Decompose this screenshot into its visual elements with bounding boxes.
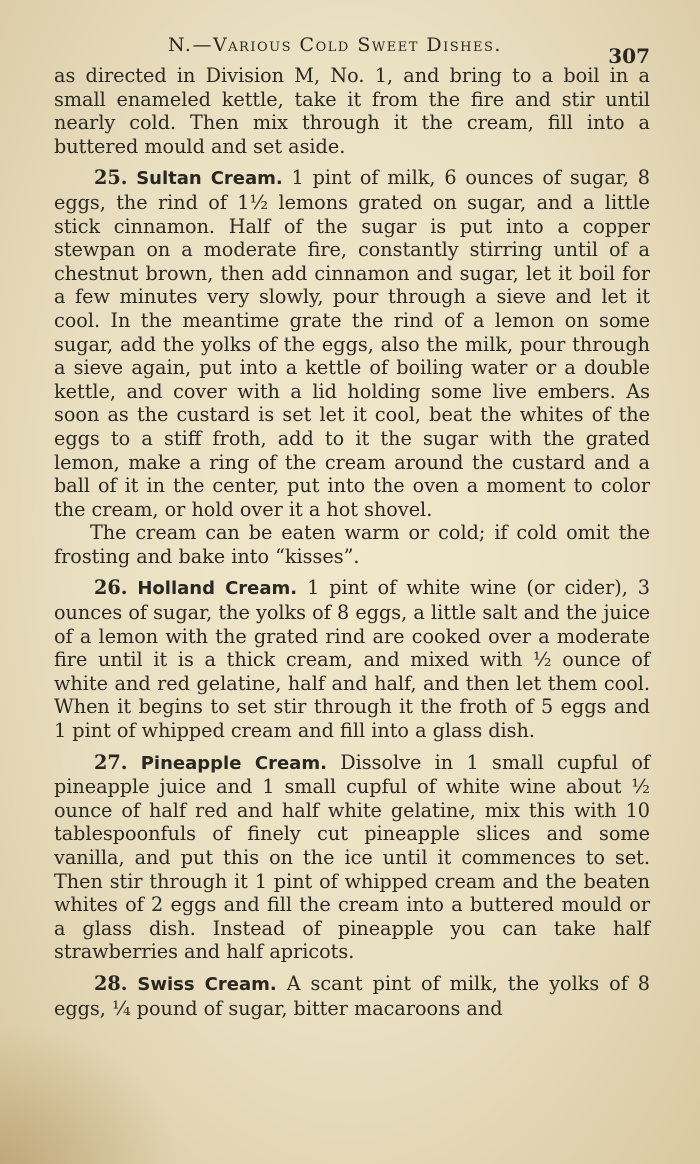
body-text (54, 64, 650, 1020)
recipe-text: Dissolve in 1 small cupful of pineapple juice and 1 small cupful of white wine about ½ ounce of half red and half white gelatine, mix this with 10 tablespoonfuls of finely cut pineapple slices and some vanilla, and put this on the ice until it commences to set. Then stir through it 1 pint of whipped cream and the beaten whites of 2 eggs and fill the cream into a buttered mould or a glass dish. Instead of pineapple you can take half strawberries and half apricots. (54, 750, 651, 964)
recipe-title: Swiss Cream. (137, 973, 277, 995)
recipe-number: 25. (94, 166, 128, 190)
recipe-swiss-cream (54, 972, 650, 1020)
running-title: N.—Various Cold Sweet Dishes. (168, 34, 502, 56)
recipe-text: 1 pint of milk, 6 ounces of sugar, 8 eggs, the rind of 1½ lemons grated on sugar, and a little stick cinnamon. Half of the sugar is put into a copper stewpan on a moderate fire, constantly stirring until of a chestnut brown, then add cinnamon and sugar, let it boil for a few minutes very slowly, pour through a sieve and let it cool. In the meantime grate the rind of a lemon on some sugar, add the yolks of the eggs, also the milk, pour through a sieve again, put into a kettle of boiling water or a double kettle, and cover with a lid holding some live embers. As soon as the custard is set let it cool, beat the whites of the eggs to a stiff froth, add to it the sugar with the grated lemon, make a ring of the cream around the custard and a ball of it in the center, put into the oven a moment to color the cream, or hold over it a hot shovel. (54, 166, 650, 521)
page-header (0, 34, 700, 68)
recipe-pineapple-cream (54, 751, 650, 964)
recipe-text: A scant pint of milk, the yolks of 8 eggs, ¼ pound of sugar, bitter macaroons and (54, 971, 650, 1020)
recipe-holland-cream (54, 576, 650, 742)
continuation-paragraph: as directed in Division M, No. 1, and bring to a boil in a small enameled kettle, take it from the fire and stir until nearly cold. Then mix through it the cream, fill into a buttered mould and set aside. (54, 64, 650, 158)
recipe-number: 26. (94, 576, 128, 600)
recipe-note: The cream can be eaten warm or cold; if cold omit the frosting and bake into “kisses”. (54, 521, 650, 568)
recipe-number: 28. (94, 971, 128, 995)
page-number: 307 (608, 44, 650, 68)
recipe-title: Sultan Cream. (136, 168, 283, 190)
recipe-sultan-cream (54, 166, 650, 521)
recipe-title: Pineapple Cream. (140, 752, 327, 774)
recipe-number: 27. (94, 750, 128, 774)
recipe-title: Holland Cream. (137, 578, 298, 600)
recipe-text: 1 pint of white wine (or cider), 3 ounces of sugar, the yolks of 8 eggs, a little salt and the juice of a lemon with the grated rind are cooked over a moderate fire until it is a thick cream, and mixed with ½ ounce of white and red gelatine, half and half, and then let them cool. When it begins to set stir through it the froth of 5 eggs and 1 pint of whipped cream and fill into a glass dish. (54, 576, 650, 743)
